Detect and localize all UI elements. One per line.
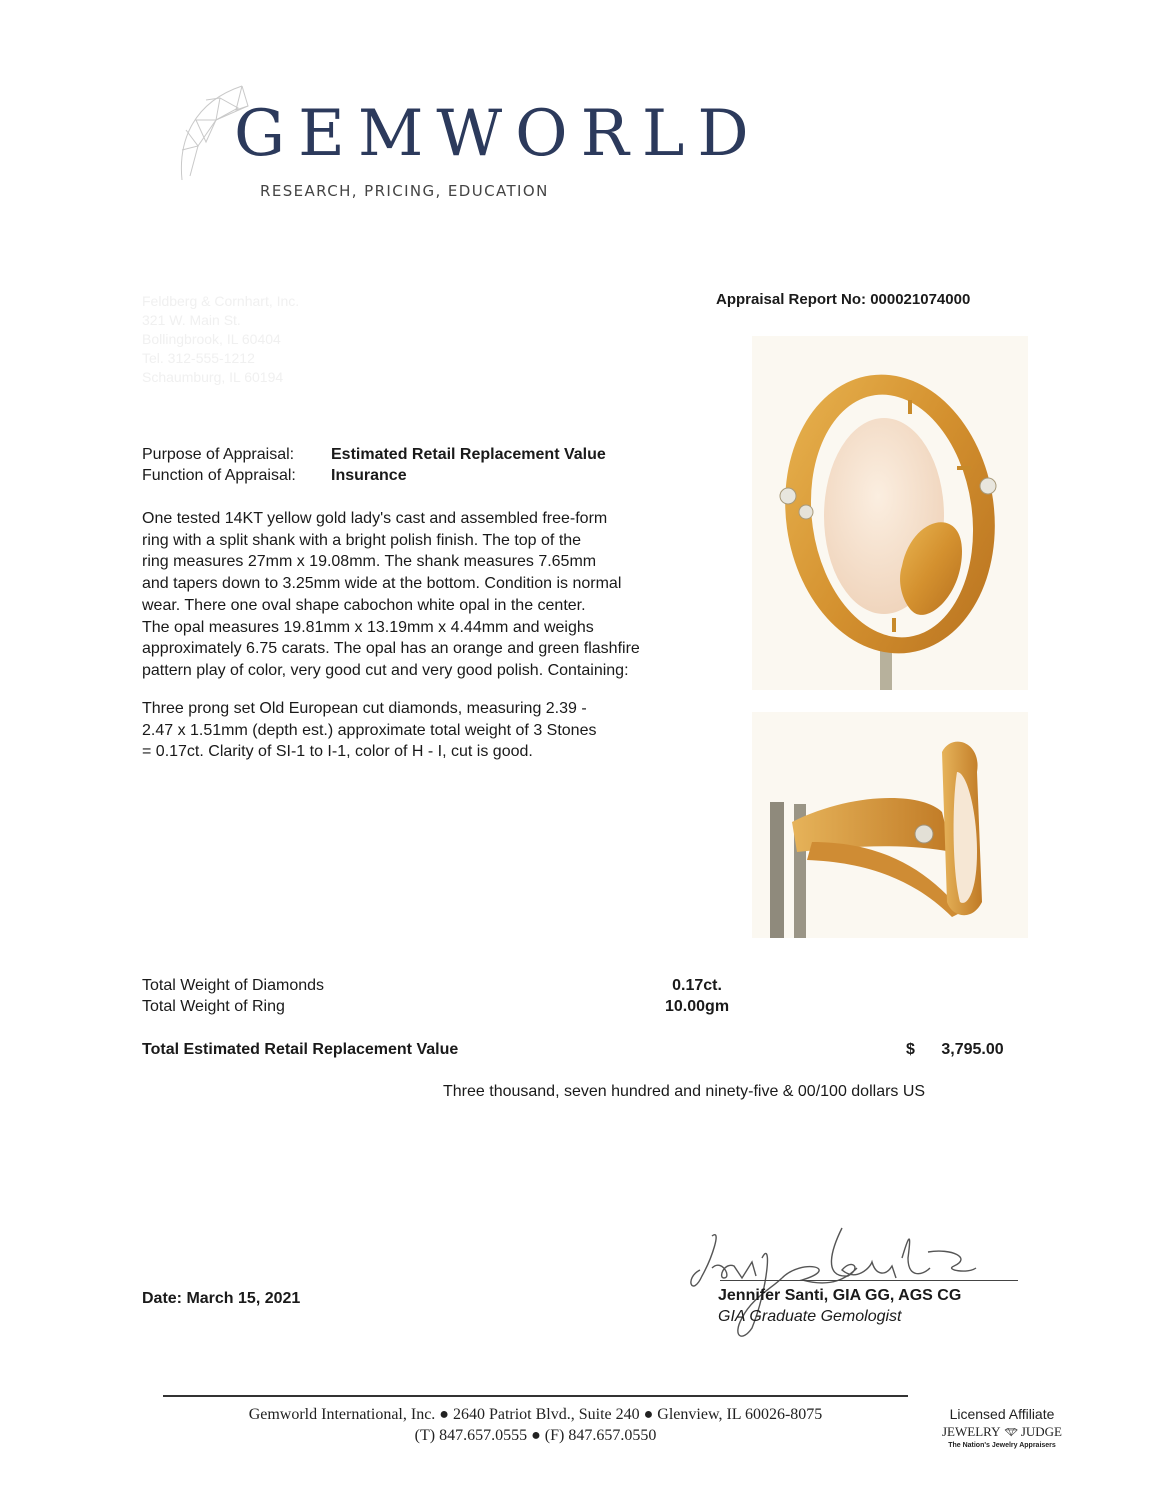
logo-tagline: RESEARCH, PRICING, EDUCATION xyxy=(260,182,549,200)
licensed-affiliate xyxy=(942,1405,1062,1451)
affiliate-brand-left: JEWELRY xyxy=(942,1424,1001,1439)
total-value-label: Total Estimated Retail Replacement Value xyxy=(142,1041,459,1058)
affiliate-tagline: The Nation's Jewelry Appraisers xyxy=(948,1442,1056,1449)
logo-wordmark: GEMWORLD xyxy=(234,97,762,171)
signature-scribble xyxy=(672,1218,1012,1348)
address-line: Tel. 312-555-1212 xyxy=(142,350,255,366)
address-line: 321 W. Main St. xyxy=(142,312,241,328)
description-line: and tapers down to 3.25mm wide at the bottom. Condition is normal xyxy=(142,575,622,593)
item-description xyxy=(142,508,732,682)
ring-side-view-photo xyxy=(752,712,1028,938)
stones-line: 2.47 x 1.51mm (depth est.) approximate total weight of 3 Stones xyxy=(142,721,597,739)
address-line: Feldberg & Cornhart, Inc. xyxy=(142,293,300,309)
footer-divider xyxy=(163,1395,908,1397)
affiliate-brand-right: JUDGE xyxy=(1020,1424,1062,1439)
diamond-icon xyxy=(1003,1426,1019,1438)
total-value-amount xyxy=(906,1041,1004,1059)
description-line: wear. There one oval shape cabochon white opal in the center. xyxy=(142,596,586,614)
appraisal-date: Date: March 15, 2021 xyxy=(142,1290,301,1307)
footer-address-line: Gemworld International, Inc. ● 2640 Patriot Blvd., Suite 240 ● Glenview, IL 60026-8075 xyxy=(248,1406,823,1423)
address-line: Schaumburg, IL 60194 xyxy=(142,369,284,385)
ring-top-view-photo xyxy=(752,336,1028,690)
amount-in-words: Three thousand, seven hundred and ninety-five & 00/100 dollars US xyxy=(443,1083,926,1100)
ring-top-view-image xyxy=(752,336,1028,690)
totals-values xyxy=(665,975,729,1017)
address-line: Bollingbrook, IL 60404 xyxy=(142,331,281,347)
signature-line xyxy=(720,1280,1018,1281)
stones-line: = 0.17ct. Clarity of SI-1 to I-1, color of H - I, cut is good. xyxy=(142,743,533,761)
diamonds-weight-value: 0.17ct. xyxy=(672,977,722,994)
report-number xyxy=(716,291,970,308)
stones-description xyxy=(142,698,732,763)
description-line: One tested 14KT yellow gold lady's cast and assembled free-form xyxy=(142,510,608,527)
ring-side-view-image xyxy=(752,712,1028,938)
appraisal-purpose-block xyxy=(142,444,606,486)
footer-phone-line: (T) 847.657.0555 ● (F) 847.657.0550 xyxy=(414,1427,657,1444)
totals-labels xyxy=(142,975,324,1017)
description-line: ring with a split shank with a bright polish finish. The top of the xyxy=(142,531,582,549)
report-number-label: Appraisal Report No: xyxy=(716,291,867,308)
report-number-value: 000021074000 xyxy=(870,291,971,308)
affiliate-label: Licensed Affiliate xyxy=(949,1406,1055,1422)
description-line: The opal measures 19.81mm x 13.19mm x 4.44mm and weighs xyxy=(142,618,594,636)
amount-value: 3,795.00 xyxy=(941,1041,1004,1058)
gemworld-logo xyxy=(176,80,762,200)
ring-weight-value: 10.00gm xyxy=(665,998,730,1015)
function-label: Function of Appraisal: xyxy=(142,467,296,484)
client-address-faded xyxy=(142,292,299,387)
signer-name: Jennifer Santi, GIA GG, AGS CG xyxy=(718,1287,962,1304)
description-line: pattern play of color, very good cut and very good polish. Containing: xyxy=(142,661,629,679)
footer-address xyxy=(163,1404,908,1446)
purpose-label: Purpose of Appraisal: xyxy=(142,446,295,463)
affiliate-brand xyxy=(942,1423,1062,1441)
description-line: approximately 6.75 carats. The opal has an orange and green flashfire xyxy=(142,640,640,658)
ring-weight-label: Total Weight of Ring xyxy=(142,998,285,1015)
currency-symbol: $ xyxy=(906,1041,915,1058)
function-value: Insurance xyxy=(331,467,407,484)
diamonds-weight-label: Total Weight of Diamonds xyxy=(142,977,325,994)
description-line: ring measures 27mm x 19.08mm. The shank measures 7.65mm xyxy=(142,553,597,571)
signer-title: GIA Graduate Gemologist xyxy=(718,1308,902,1325)
stones-line: Three prong set Old European cut diamonds, measuring 2.39 - xyxy=(142,700,587,717)
purpose-value: Estimated Retail Replacement Value xyxy=(331,446,606,463)
